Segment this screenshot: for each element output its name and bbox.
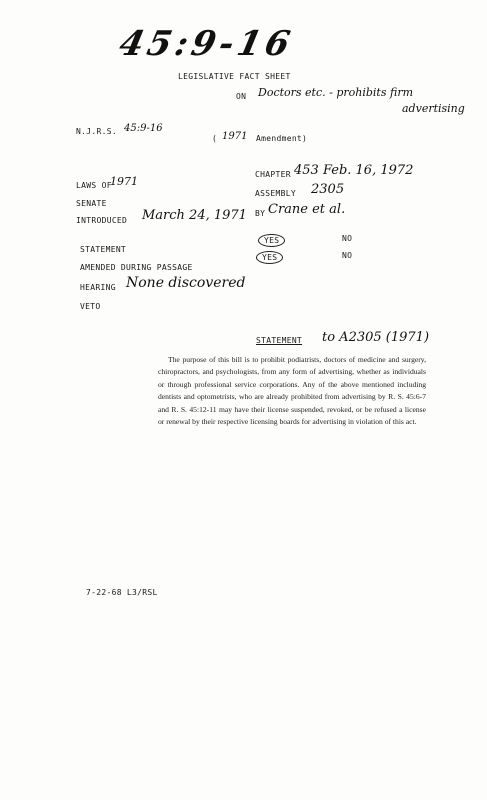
sheet-title: LEGISLATIVE FACT SHEET bbox=[178, 72, 291, 81]
chapter-value: 453 Feb. 16, 1972 bbox=[294, 163, 414, 178]
amendment-year: 1971 bbox=[222, 131, 248, 142]
assembly-value: 2305 bbox=[311, 182, 345, 197]
statement-body: The purpose of this bill is to prohibit podiatrists, doctors of medicine and surgery, chiropractors, and psychologists, from any form of advertising, whether as individuals or through professional service corporations. Any of the above mentioned including dentists and optometrists, who are already prohibited from advertising by R. S. 45:6-7 and R. S. 45:12-11 may have their license suspended, revoked, or be refused a license or renewal by their respective licensing boards for advertising in violation of this act. bbox=[158, 355, 426, 427]
amendment-open-paren: ( bbox=[212, 134, 218, 143]
statement-label: STATEMENT bbox=[80, 245, 127, 254]
chapter-label: CHAPTER bbox=[255, 170, 291, 179]
laws-value: 1971 bbox=[110, 175, 138, 188]
statement-handwritten-ref: to A2305 (1971) bbox=[322, 330, 430, 345]
njrs-label: N.J.R.S. bbox=[76, 127, 117, 136]
introduced-label: INTRODUCED bbox=[76, 216, 128, 225]
handwritten-statute-number: 45:9-16 bbox=[115, 24, 298, 64]
statement-no: NO bbox=[342, 234, 353, 243]
hearing-value: None discovered bbox=[126, 275, 246, 291]
amended-label: AMENDED DURING PASSAGE bbox=[80, 263, 193, 272]
amendment-label: Amendment) bbox=[256, 134, 308, 143]
statement-yes-circled: YES bbox=[258, 234, 285, 247]
laws-label: LAWS OF bbox=[76, 181, 112, 190]
by-value: Crane et al. bbox=[268, 202, 346, 217]
on-label: ON bbox=[236, 92, 247, 101]
subject-handwritten-line2: advertising bbox=[402, 102, 465, 115]
subject-handwritten-line1: Doctors etc. - prohibits firm bbox=[258, 86, 414, 99]
senate-label: SENATE bbox=[76, 199, 107, 208]
statement-heading: STATEMENT bbox=[256, 336, 303, 345]
footer-code: 7-22-68 L3/RSL bbox=[86, 588, 158, 597]
amended-yes-circled: YES bbox=[256, 251, 283, 264]
introduced-value: March 24, 1971 bbox=[142, 208, 247, 223]
veto-label: VETO bbox=[80, 302, 101, 311]
assembly-label: ASSEMBLY bbox=[255, 189, 296, 198]
amended-no: NO bbox=[342, 251, 353, 260]
by-label: BY bbox=[255, 209, 266, 218]
njrs-handwritten: 45:9-16 bbox=[124, 123, 163, 134]
hearing-label: HEARING bbox=[80, 283, 116, 292]
